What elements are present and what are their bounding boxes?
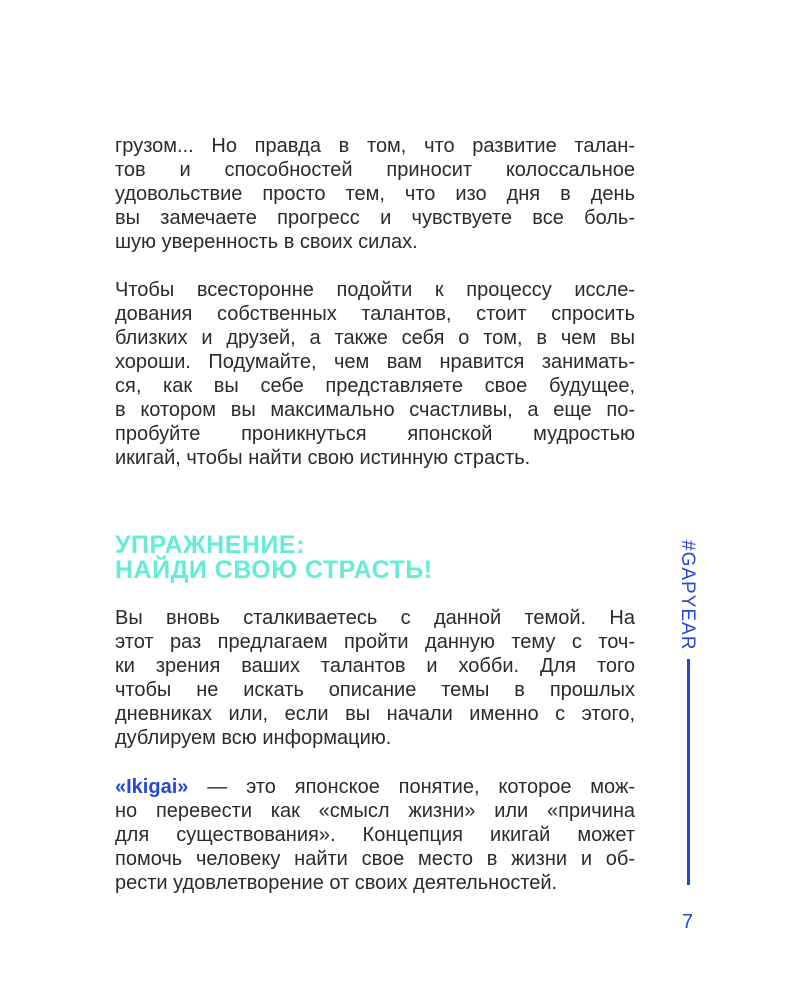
gapyear-side-tag <box>677 540 699 651</box>
text-line: икигай, чтобы найти свою истинную страсть. <box>115 447 531 469</box>
heading-line-1: УПРАЖНЕНИЕ: <box>115 531 305 559</box>
text-fragment: — это японское понятие, которое мож- <box>188 776 635 798</box>
text-line: рести удовлетворение от своих деятельностей. <box>115 872 558 894</box>
text-line: дования собственных талантов, стоит спросить <box>115 303 635 325</box>
text-line: чтобы не искать описание темы в прошлых <box>115 679 635 701</box>
side-accent-line <box>687 659 690 885</box>
text-line: Вы вновь сталкиваетесь с данной темой. На <box>115 607 635 629</box>
text-line: тов и способностей приносит колоссальное <box>115 159 635 181</box>
paragraph-ikigai-definition <box>115 775 635 895</box>
ikigai-keyword: «Ikigai» <box>115 776 189 798</box>
text-line: пробуйте проникнуться японской мудростью <box>115 423 635 445</box>
text-line: для существования». Концепция икигай может <box>115 824 635 846</box>
paragraph-exercise-intro <box>115 606 635 750</box>
text-line <box>115 775 635 799</box>
text-line: грузом... Но правда в том, что развитие талан- <box>115 135 635 157</box>
paragraph-explore-talents <box>115 278 635 470</box>
text-line: ки зрения ваших талантов и хобби. Для того <box>115 655 635 677</box>
text-line: шую уверенность в своих силах. <box>115 231 418 253</box>
text-line: дублируем всю информацию. <box>115 727 392 749</box>
text-line: в котором вы максимально счастливы, а еще по- <box>115 399 635 421</box>
text-line: помочь человеку найти свое место в жизни и об- <box>115 848 635 870</box>
heading-line-2: НАЙДИ СВОЮ СТРАСТЬ! <box>115 556 433 584</box>
text-line: близких и друзей, а также себя о том, в чем вы <box>115 327 635 349</box>
text-line: Чтобы всесторонне подойти к процессу иссле- <box>115 279 635 301</box>
text-line: хороши. Подумайте, чем вам нравится занимать- <box>115 351 635 373</box>
paragraph-talent-progress <box>115 134 635 254</box>
text-line: ся, как вы себе представляете свое будущее, <box>115 375 635 397</box>
side-tag-label: #GAPYEAR <box>677 540 698 651</box>
text-line: но перевести как «смысл жизни» или «причина <box>115 800 635 822</box>
text-line: удовольствие просто тем, что изо дня в день <box>115 183 635 205</box>
exercise-heading <box>115 533 635 583</box>
text-line: этот раз предлагаем пройти данную тему с точ- <box>115 631 635 653</box>
text-line: дневниках или, если вы начали именно с этого, <box>115 703 635 725</box>
text-line: вы замечаете прогресс и чувствуете все боль- <box>115 207 635 229</box>
page-number: 7 <box>682 911 694 933</box>
